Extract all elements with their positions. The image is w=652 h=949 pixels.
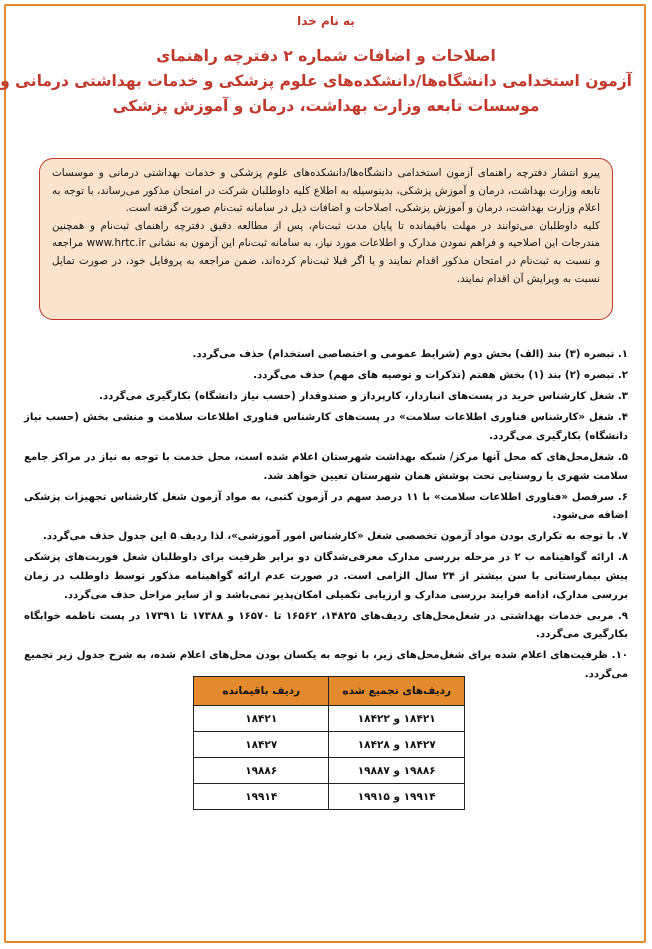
merged-cell: ۱۸۴۲۱ و ۱۸۴۲۲	[329, 706, 465, 732]
list-item: ۹. مربی خدمات بهداشتی در شغل‌محل‌های ردیف‌های ۱۴۸۲۵، ۱۶۵۶۲ تا ۱۶۵۷۰ و ۱۷۳۸۸ تا ۱۷۳۹۱ در پست ناظمه خوابگاه بکارگیری می‌گردد.	[24, 610, 628, 641]
list-item: ۳. شغل کارشناس خرید در پست‌های انباردار، کارپرداز و صندوقدار (حسب نیاز دانشگاه) بکارگیری می‌گردد.	[99, 391, 628, 403]
table-header-row	[194, 677, 465, 706]
table-row	[194, 784, 465, 810]
list-item: ۲. تبصره (۲) بند (۱) بخش هفتم (تذکرات و توصیه های مهم) حذف می‌گردد.	[253, 370, 628, 382]
list-item: ۱. تبصره (۳) بند (الف) بخش دوم (شرایط عمومی و اختصاصی استخدام) حذف می‌گردد.	[192, 349, 628, 360]
title-line-2: آزمون استخدامی دانشگاه‌ها/دانشکده‌های علوم پزشکی و خدمات بهداشتی درمانی و	[0, 72, 632, 90]
intro-paragraph-2: کلیه داوطلبان می‌توانند در مهلت باقیمانده تا پایان مدت ثبت‌نام، پس از مطالعه دقیق دفترچه راهنمای ثبت‌نام و همچنین مندرجات این اصلاحیه و فراهم نمودن مدارک و اطلاعات مورد نیاز، به سامانه ثبت‌نام این آزمون به نشانی www.hrtc.ir مراجعه و نسبت به ثبت‌نام در امتحان مذکور اقدام نمایند و یا اگر قبلا ثبت‌نام کرده‌اند، ضمن مراجعه به پروفایل خود، در صورت تمایل نسبت به ویرایش آن اقدام نمایند.	[52, 219, 600, 285]
intro-paragraph-1: پیرو انتشار دفترچه راهنمای آزمون استخدامی دانشگاه‌ها/دانشکده‌های علوم پزشکی و خدمات بهداشتی درمانی و موسسات تابعه وزارت بهداشت، درمان و آموزش پزشکی، بدینوسیله به اطلاع کلیه داوطلبان شرکت در امتحان مذکور می‌رساند، با توجه به اعلام وزارت بهداشت، درمان و آموزش پزشکی، اصلاحات و اضافات ذیل در سامانه ثبت‌نام صورت گرفته است.	[52, 167, 600, 215]
remaining-cell: ۱۹۹۱۴	[194, 784, 329, 810]
list-item: ۷. با توجه به تکراری بودن مواد آزمون تخصصی شغل «کارشناس امور آموزشی»، لذا ردیف ۵ این جدول حذف می‌گردد.	[42, 531, 628, 543]
remaining-cell: ۱۸۴۲۱	[194, 706, 329, 732]
merged-cell: ۱۹۸۸۶ و ۱۹۸۸۷	[329, 758, 465, 784]
list-item: ۸. ارائه گواهینامه ب ۲ در مرحله بررسی مدارک معرفی‌شدگان دو برابر ظرفیت برای داوطلبان شغل فوریت‌های پزشکی پیش بیمارستانی با سن بیشتر از ۲۴ سال الزامی است. در صورت عدم ارائه گواهینامه مذکور توسط داوطلب در زمان بررسی مدارک، ادامه فرایند بررسی مدارک و ارزیابی تکمیلی امکان‌پذیر نمی‌باشد و از سایر مراحل حذف می‌گردد.	[24, 552, 629, 601]
merged-cell: ۱۹۹۱۴ و ۱۹۹۱۵	[329, 784, 465, 810]
list-item: ۵. شغل‌محل‌های که محل آنها مرکز/ شبکه بهداشت شهرستان اعلام شده است، محل خدمت با توجه به نیاز در مراکز جامع سلامت شهری یا روستایی تحت پوشش همان شهرستان تعیین خواهد شد.	[24, 451, 628, 482]
list-item: ۴. شغل «کارشناس فناوری اطلاعات سلامت» در پست‌های کارشناس فناوری اطلاعات سلامت و منشی بخش (حسب نیاز دانشگاه) بکارگیری می‌گردد.	[24, 412, 628, 442]
merged-rows-table	[193, 676, 465, 810]
bismillah-heading: به نام خدا	[297, 14, 355, 28]
list-item: ۱۰. ظرفیت‌های اعلام شده برای شغل‌محل‌های زیر، با توجه به یکسان بودن محل‌های اعلام شده، به شرح جدول زیر تجمیع می‌گردد.	[24, 650, 628, 680]
table-row	[194, 706, 465, 732]
header-remaining-row: ردیف باقیمانده	[194, 677, 329, 706]
table-row	[194, 732, 465, 758]
amendments-list	[24, 346, 628, 687]
page-title	[0, 44, 632, 119]
title-line-1: اصلاحات و اضافات شماره ۲ دفترچه راهنمای	[156, 47, 496, 65]
table-row	[194, 758, 465, 784]
header-merged-rows: ردیف‌های تجمیع شده	[329, 677, 465, 706]
remaining-cell: ۱۹۸۸۶	[194, 758, 329, 784]
title-line-3: موسسات تابعه وزارت بهداشت، درمان و آموزش پزشکی	[112, 97, 540, 115]
intro-box	[39, 158, 613, 320]
merged-cell: ۱۸۴۲۷ و ۱۸۴۲۸	[329, 732, 465, 758]
remaining-cell: ۱۸۴۲۷	[194, 732, 329, 758]
list-item: ۶. سرفصل «فناوری اطلاعات سلامت» با ۱۱ درصد سهم در آزمون کتبی، به مواد آزمون شغل کارشناس تجهیزات پزشکی اضافه می‌شود.	[24, 491, 628, 522]
